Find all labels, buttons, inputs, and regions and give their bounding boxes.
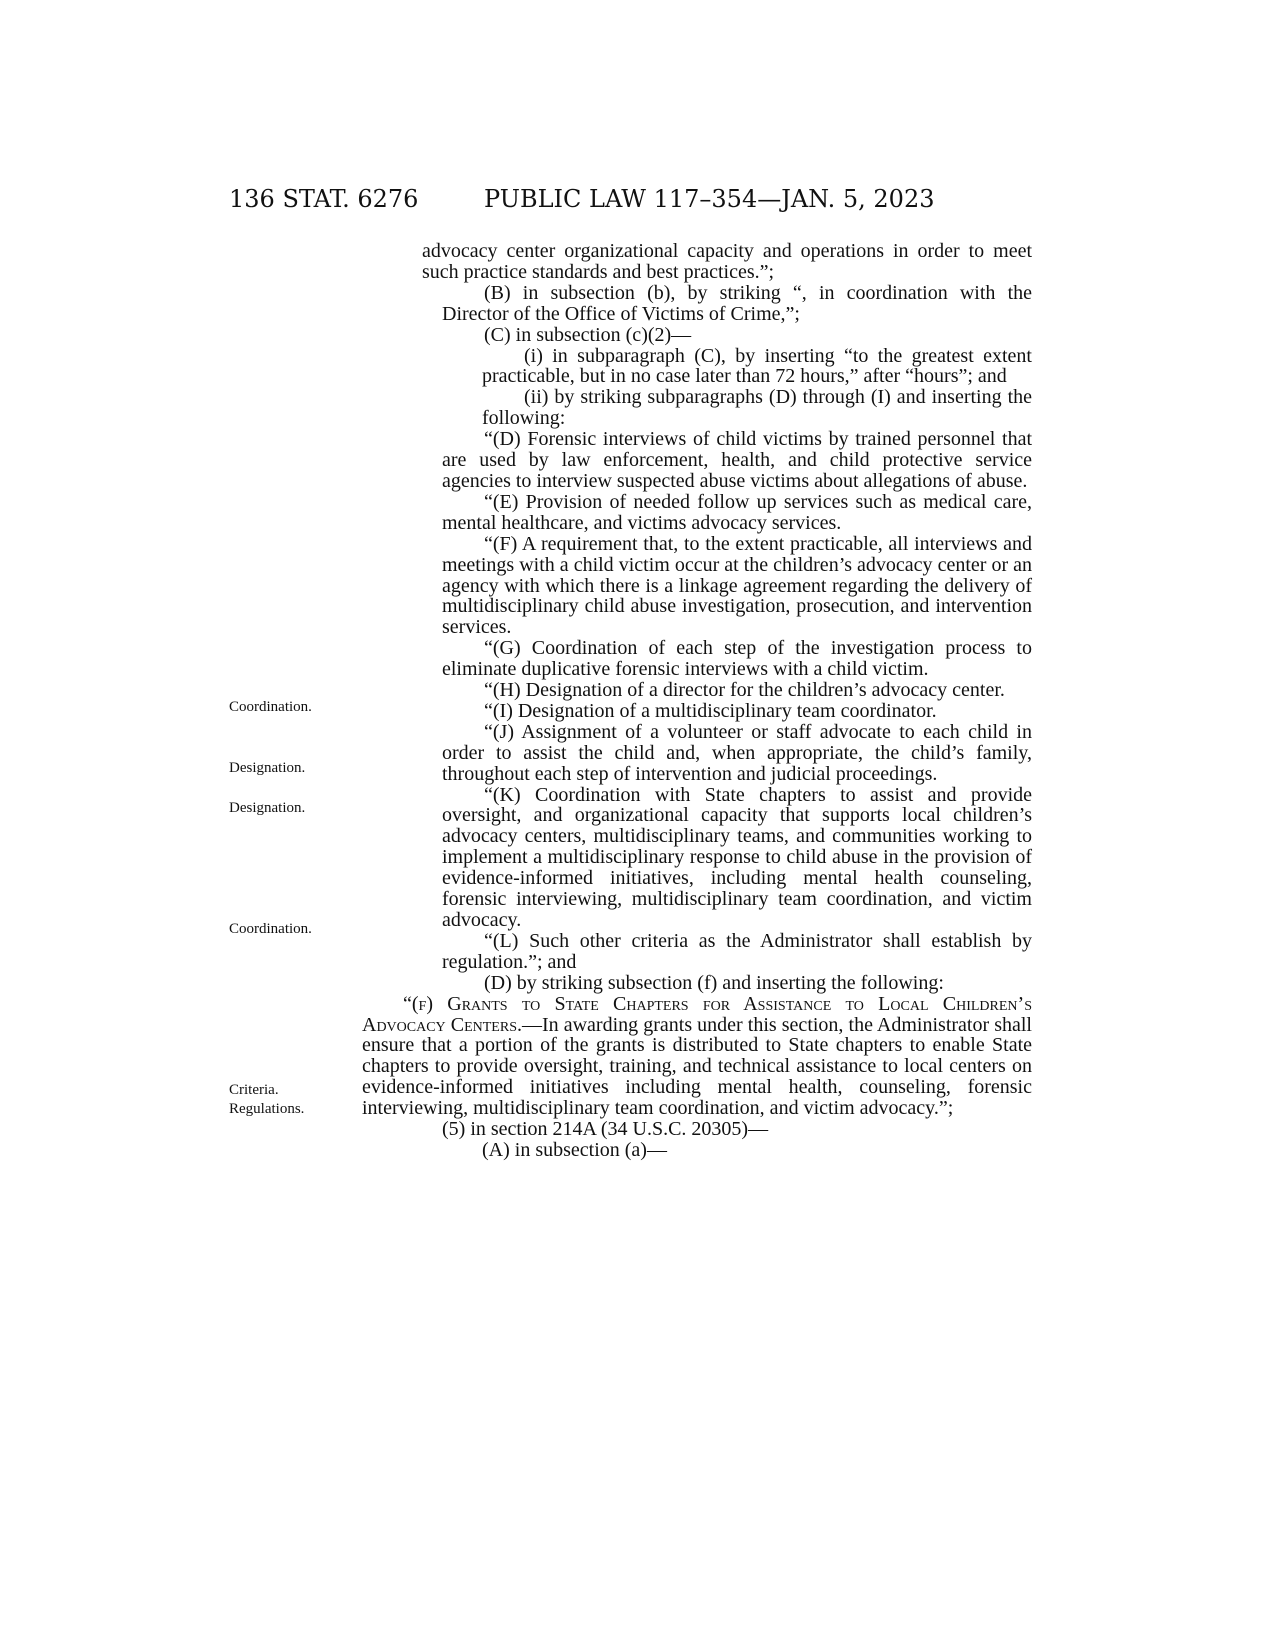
paragraph: “(J) Assignment of a volunteer or staff advocate to each child in order to assist the child and, when appropriate, the child’s family, throughout each step of intervention and judicial proceedings. — [442, 720, 1032, 785]
public-law-title: PUBLIC LAW 117–354—JAN. 5, 2023 — [484, 185, 935, 213]
subsection-heading: “(f) Grants to State Chapters for Assistance to Local Children’s Advocacy Centers. — [362, 992, 1032, 1036]
margin-note-coordination: Coordination. — [229, 699, 312, 715]
subsection-text: —In awarding grants under this section, the Administrator shall ensure that a portion of the grants is distributed to State chapters to enable State chapters to provide oversight, training, and technical assistance to local centers on evidence-informed initiatives including mental health, counseling, forensic interviewing, multidisciplinary team coordination, and victim advocacy.”; — [362, 1013, 1032, 1120]
paragraph: “(L) Such other criteria as the Administrator shall establish by regulation.”; and — [442, 929, 1032, 973]
paragraph: (5) in section 214A (34 U.S.C. 20305)— — [442, 1118, 769, 1141]
paragraph: advocacy center organizational capacity and operations in order to meet such practice standards and best practices.”; — [422, 240, 1032, 283]
paragraph: (A) in subsection (a)— — [482, 1138, 667, 1161]
paragraph: “(D) Forensic interviews of child victims by trained personnel that are used by law enforcement, health, and child protective service agencies to interview suspected abuse victims about allegations of abuse. — [442, 428, 1032, 492]
margin-note-coordination: Coordination. — [229, 921, 312, 937]
paragraph: (i) in subparagraph (C), by inserting “to the greatest extent practicable, but in no case later than 72 hours,” after “hours”; and — [482, 344, 1032, 388]
margin-note-designation: Designation. — [229, 800, 306, 816]
paragraph: “(G) Coordination of each step of the investigation process to eliminate duplicative forensic interviews with a child victim. — [442, 637, 1032, 681]
paragraph: “(E) Provision of needed follow up services such as medical care, mental healthcare, and victims advocacy services. — [442, 490, 1032, 534]
margin-note-criteria: Criteria. — [229, 1082, 279, 1098]
margin-note-regulations: Regulations. — [229, 1101, 305, 1117]
paragraph: (B) in subsection (b), by striking “, in coordination with the Director of the Office of Victims of Crime,”; — [442, 281, 1032, 325]
statute-body — [362, 240, 1032, 1161]
page-header — [0, 185, 1275, 225]
paragraph: (ii) by striking subparagraphs (D) through (I) and inserting the following: — [482, 386, 1032, 430]
paragraph: “(H) Designation of a director for the children’s advocacy center. — [484, 679, 1005, 702]
paragraph: “(K) Coordination with State chapters to assist and provide oversight, and organizational capacity that supports local children’s advocacy centers, multidisciplinary teams, and communities working to implement a multidisciplinary response to child abuse in the provision of evidence-informed initiatives, including mental health counseling, forensic interviewing, multidisciplinary team coordination, and victim advocacy. — [442, 783, 1032, 931]
statute-citation: 136 STAT. 6276 — [229, 185, 419, 213]
paragraph-f — [362, 994, 1032, 1119]
paragraph: “(I) Designation of a multidisciplinary team coordinator. — [484, 699, 937, 722]
margin-note-designation: Designation. — [229, 760, 306, 776]
paragraph: (D) by striking subsection (f) and inserting the following: — [484, 971, 944, 994]
paragraph: “(F) A requirement that, to the extent practicable, all interviews and meetings with a child victim occur at the children’s advocacy center or an agency with which there is a linkage agreement regarding the delivery of multidisciplinary child abuse investigation, prosecution, and intervention services. — [442, 532, 1032, 639]
paragraph: (C) in subsection (c)(2)— — [484, 323, 692, 346]
